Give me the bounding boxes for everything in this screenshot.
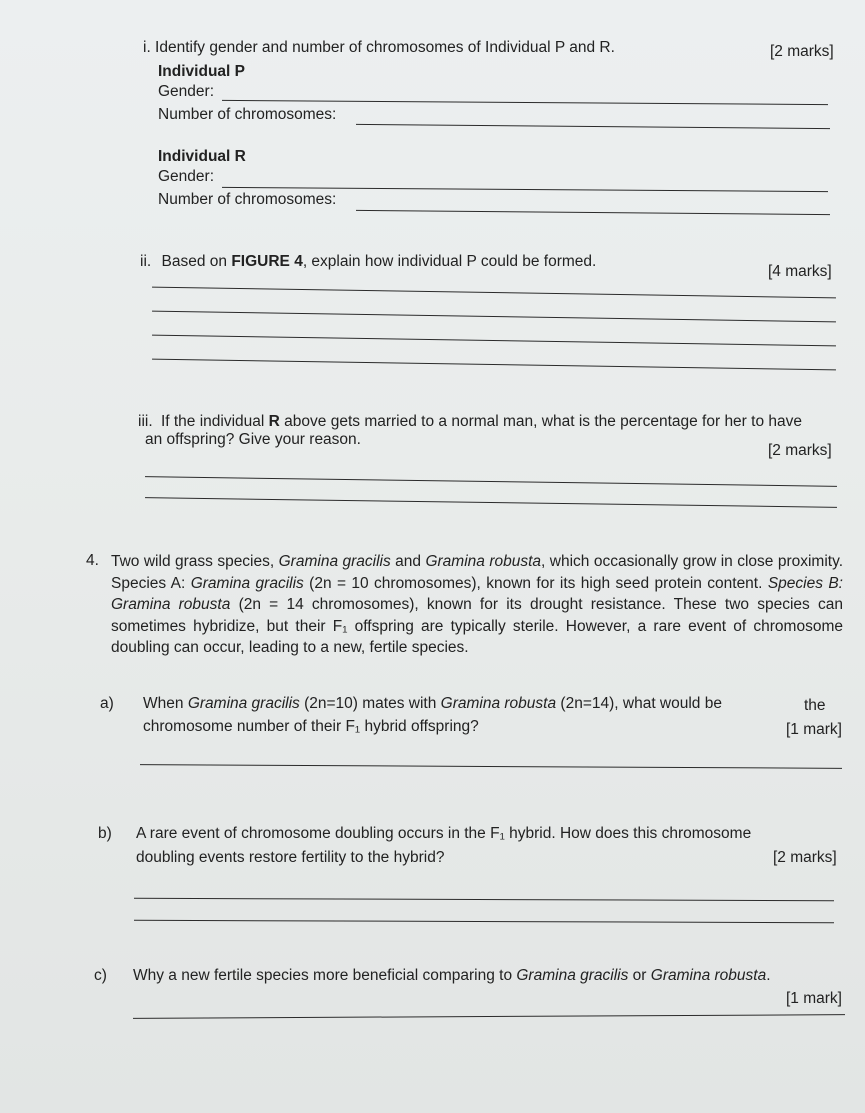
question-3ii-marks: [4 marks] (768, 263, 832, 280)
question-4-intro: Two wild grass species, Gramina gracilis and Gramina robusta, which occasionally grow in close proximity. Species A: Gramina gracilis (2n = 10 chromosomes), known for its high seed protein content. Species B: Gramina robusta (2n = 14 chromosomes), known for its drought resistance. These two species can sometimes hybridize, but their F₁ offspring are typically sterile. However, a rare event of chromosome doubling can occur, leading to a new, fertile species. (111, 553, 844, 656)
question-4b-marks: [2 marks] (773, 849, 837, 866)
question-4c-marks: [1 mark] (786, 990, 842, 1007)
question-4a-line-1: When Gramina gracilis (2n=10) mates with Gramina robusta (2n=14), what would be (143, 695, 722, 712)
question-3i-text: i. Identify gender and number of chromosomes of Individual P and R. (143, 39, 615, 56)
question-4a-label: a) (100, 695, 114, 712)
question-3i-marks: [2 marks] (770, 43, 834, 60)
question-3iii-answer-line-1[interactable] (145, 476, 837, 487)
question-4a-line-2: chromosome number of their F₁ hybrid offspring? (143, 718, 479, 735)
individual-r-chromosomes-label: Number of chromosomes: (158, 191, 337, 208)
question-4a-marks: [1 mark] (786, 721, 842, 738)
question-4c-label: c) (94, 967, 107, 984)
individual-p-chromosomes-answer-line[interactable] (356, 124, 830, 129)
question-3iii-line-1: iii. If the individual R above gets married to a normal man, what is the percentage for her to have (138, 413, 802, 430)
question-4b-label: b) (98, 825, 112, 842)
question-3iii-marks: [2 marks] (768, 442, 832, 459)
individual-r-heading: Individual R (158, 148, 246, 165)
question-4b-line-1: A rare event of chromosome doubling occurs in the F₁ hybrid. How does this chromosome (136, 825, 752, 842)
question-4a-answer-line[interactable] (140, 764, 842, 769)
question-4-number: 4. (86, 552, 99, 569)
question-3ii-text: ii. Based on FIGURE 4, explain how individual P could be formed. (140, 253, 597, 270)
question-3iii-answer-line-2[interactable] (145, 497, 837, 508)
question-3ii-answer-line-3[interactable] (152, 335, 836, 347)
question-4b-line-2: doubling events restore fertility to the hybrid? (136, 849, 445, 866)
question-3iii-line-2: an offspring? Give your reason. (145, 431, 361, 448)
question-3ii-number: ii. (140, 253, 152, 270)
question-4b-answer-line-1[interactable] (134, 898, 834, 901)
question-4b-answer-line-2[interactable] (134, 920, 834, 923)
individual-r-gender-label: Gender: (158, 168, 215, 185)
question-3ii-answer-line-2[interactable] (152, 311, 836, 323)
question-3ii-answer-line-4[interactable] (152, 359, 836, 371)
question-3ii-answer-line-1[interactable] (152, 287, 836, 299)
individual-p-gender-label: Gender: (158, 83, 215, 100)
question-4c-answer-line[interactable] (133, 1014, 845, 1019)
question-4a-line-1-end: the (804, 697, 826, 714)
individual-r-chromosomes-answer-line[interactable] (356, 210, 830, 215)
individual-p-heading: Individual P (158, 63, 245, 80)
question-3iii-number: iii. (138, 413, 153, 430)
individual-p-chromosomes-label: Number of chromosomes: (158, 106, 337, 123)
question-4c-line-1: Why a new fertile species more beneficial comparing to Gramina gracilis or Gramina robusta. (133, 967, 771, 984)
figure-reference: FIGURE 4 (231, 253, 303, 270)
